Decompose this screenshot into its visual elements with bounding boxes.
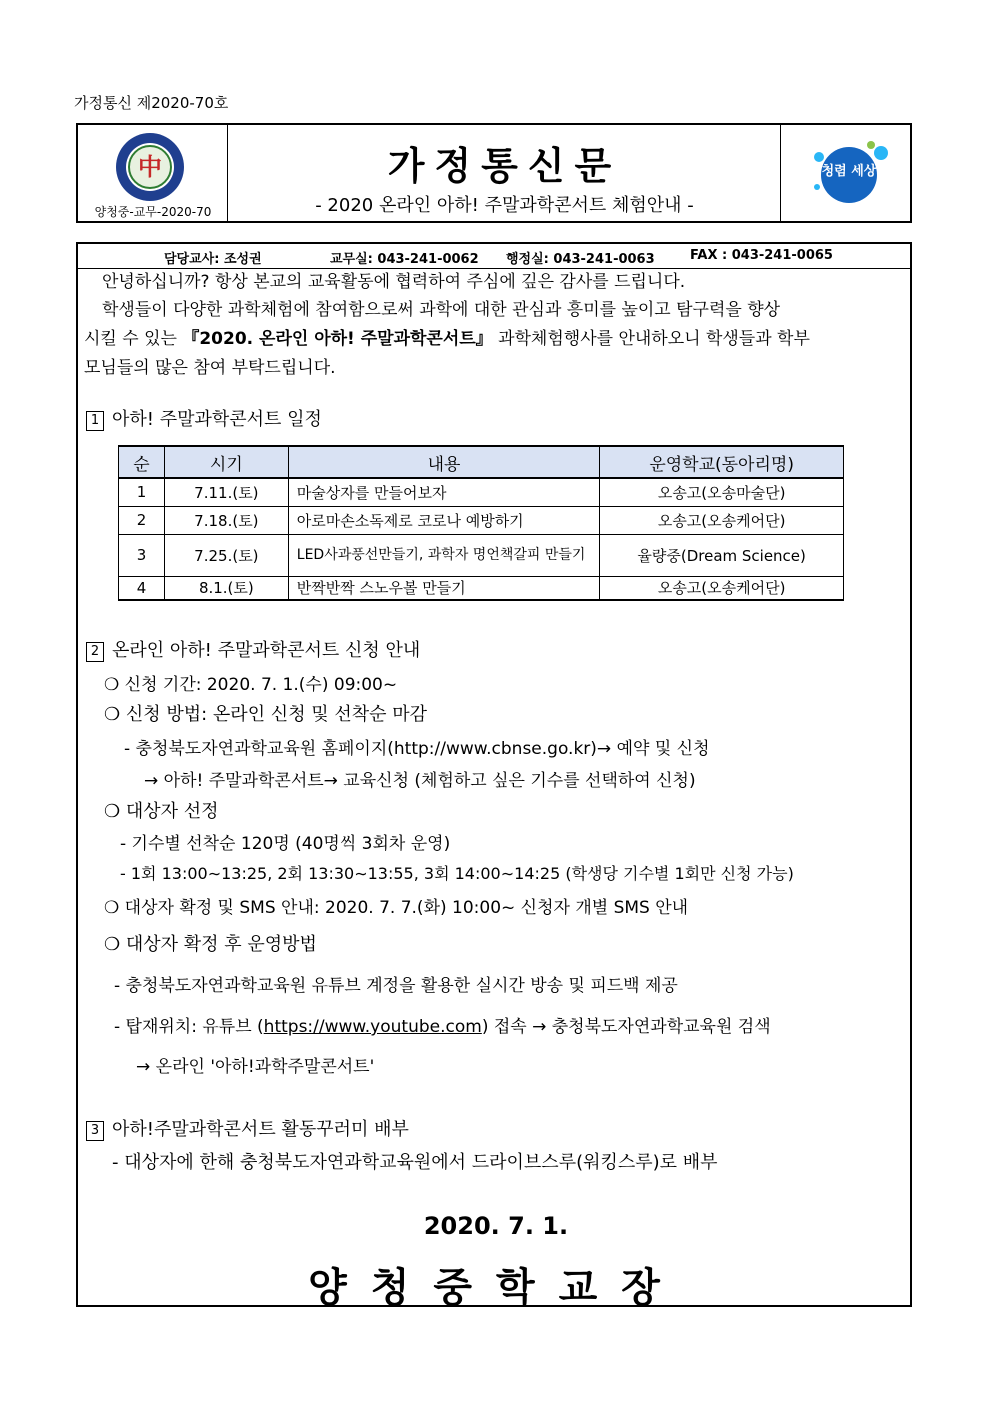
operation-detail-2b: ) 접속 → 충청북도자연과학교육원 검색 (481, 1017, 771, 1037)
operation-detail-3: → 온라인 '아하!과학주말콘서트' (136, 1057, 375, 1077)
intro-line-2: 학생들이 다양한 과학체험에 참여함으로써 과학에 대한 관심과 흥미를 높이고 탐구력을 향상 (102, 300, 781, 320)
row-school: 오송고(오송케어단) (600, 576, 844, 600)
application-period: ❍ 신청 기간: 2020. 7. 1.(수) 09:00~ (104, 675, 398, 695)
integrity-badge-icon (805, 137, 893, 209)
intro-line-3c: 과학체험행사를 안내하오니 학생들과 학부 (492, 329, 810, 349)
page-subtitle: - 2020 온라인 아하! 주말과학콘서트 체험안내 - (315, 195, 694, 216)
logo-mark: 中 (138, 153, 162, 181)
section-2-number: 2 (86, 642, 104, 662)
row-date: 7.18.(토) (164, 506, 288, 534)
application-method: ❍ 신청 방법: 온라인 신청 및 선착순 마감 (104, 704, 428, 725)
document-number: 가정통신 제2020-70호 (74, 94, 229, 112)
row-no: 1 (119, 478, 165, 506)
contact-teacher: 담당교사: 조성권 (164, 252, 262, 267)
sms-notice: ❍ 대상자 확정 및 SMS 안내: 2020. 7. 7.(화) 10:00~ 신청자 개별 SMS 안내 (104, 898, 689, 918)
application-method-detail-2: → 아하! 주말과학콘서트→ 교육신청 (체험하고 싶은 기수를 선택하여 신청) (144, 771, 696, 791)
intro-line-1: 안녕하십니까? 항상 본교의 교육활동에 협력하여 주심에 깊은 감사를 드립니다. (102, 272, 686, 292)
header-right-cell (781, 125, 912, 221)
section-2-title: 온라인 아하! 주말과학콘서트 신청 안내 (112, 640, 421, 661)
target-selection: ❍ 대상자 선정 (104, 801, 219, 822)
row-school: 오송고(오송케어단) (600, 506, 844, 534)
youtube-link[interactable]: https://www.youtube.com (263, 1017, 482, 1037)
header-box (76, 123, 912, 223)
intro-line-3a: 시킬 수 있는 (84, 329, 183, 349)
selection-detail-1: - 기수별 선착순 120명 (40명씩 3회차 운영) (120, 834, 451, 854)
row-date: 8.1.(토) (164, 576, 288, 600)
row-content: 아로마손소독제로 코로나 예방하기 (288, 506, 600, 534)
col-header-date: 시기 (164, 446, 288, 478)
section-1-number: 1 (86, 411, 104, 431)
table-row (119, 576, 844, 600)
school-logo-icon (114, 131, 186, 203)
operation-detail-1: - 충청북도자연과학교육원 유튜브 계정을 활용한 실시간 방송 및 피드백 제공 (114, 976, 678, 996)
section-3-number: 3 (86, 1121, 104, 1141)
row-content: LED사과풍선만들기, 과학자 명언책갈피 만들기 (288, 534, 600, 576)
issue-date: 2020. 7. 1. (423, 1212, 569, 1240)
intro-line-4: 모님들의 많은 참여 부탁드립니다. (84, 358, 336, 378)
event-name: 『2020. 온라인 아하! 주말과학콘서트』 (182, 329, 493, 349)
contact-admin: 행정실: 043-241-0063 (506, 252, 655, 267)
operation-detail-2a: - 탑재위치: 유튜브 ( (114, 1017, 264, 1037)
operation-method: ❍ 대상자 확정 후 운영방법 (104, 934, 317, 955)
row-school: 오송고(오송마술단) (600, 478, 844, 506)
section-1-title: 아하! 주말과학콘서트 일정 (112, 409, 322, 430)
row-no: 4 (119, 576, 165, 600)
header-left-cell (78, 125, 228, 221)
table-row (119, 506, 844, 534)
section-2-heading (86, 636, 420, 662)
schedule-table (118, 445, 844, 601)
contact-fax: FAX : 043-241-0065 (690, 248, 833, 263)
col-header-school: 운영학교(동아리명) (600, 446, 844, 478)
row-no: 3 (119, 534, 165, 576)
row-content: 마술상자를 만들어보자 (288, 478, 600, 506)
row-school: 율량중(Dream Science) (600, 534, 844, 576)
table-row (119, 478, 844, 506)
principal-signature: 양청중학교장 (308, 1264, 684, 1311)
contact-office: 교무실: 043-241-0062 (330, 252, 479, 267)
col-header-no: 순 (119, 446, 165, 478)
badge-text: 청렴 세상 (821, 164, 877, 179)
col-header-content: 내용 (288, 446, 600, 478)
section-3-heading (86, 1115, 409, 1141)
page-title: 가정통신문 (387, 143, 622, 188)
table-row (119, 534, 844, 576)
application-method-detail-1: - 충청북도자연과학교육원 홈페이지(http://www.cbnse.go.kr)→ 예약 및 신청 (124, 739, 710, 759)
table-header-row (119, 446, 844, 478)
row-date: 7.25.(토) (164, 534, 288, 576)
row-content: 반짝반짝 스노우볼 만들기 (288, 576, 600, 600)
row-date: 7.11.(토) (164, 478, 288, 506)
section-3-detail: - 대상자에 한해 충청북도자연과학교육원에서 드라이브스루(워킹스루)로 배부 (112, 1152, 718, 1173)
selection-detail-2: - 1회 13:00∼13:25, 2회 13:30∼13:55, 3회 14:00∼14:25 (학생당 기수별 1회만 신청 가능) (120, 864, 794, 883)
header-title-cell (228, 125, 781, 221)
school-code: 양청중-교무-2020-70 (94, 205, 212, 219)
section-3-title: 아하!주말과학콘서트 활동꾸러미 배부 (112, 1119, 409, 1140)
row-no: 2 (119, 506, 165, 534)
operation-detail-2 (114, 1012, 771, 1037)
section-1-heading (86, 405, 322, 431)
intro-line-3 (84, 323, 810, 355)
